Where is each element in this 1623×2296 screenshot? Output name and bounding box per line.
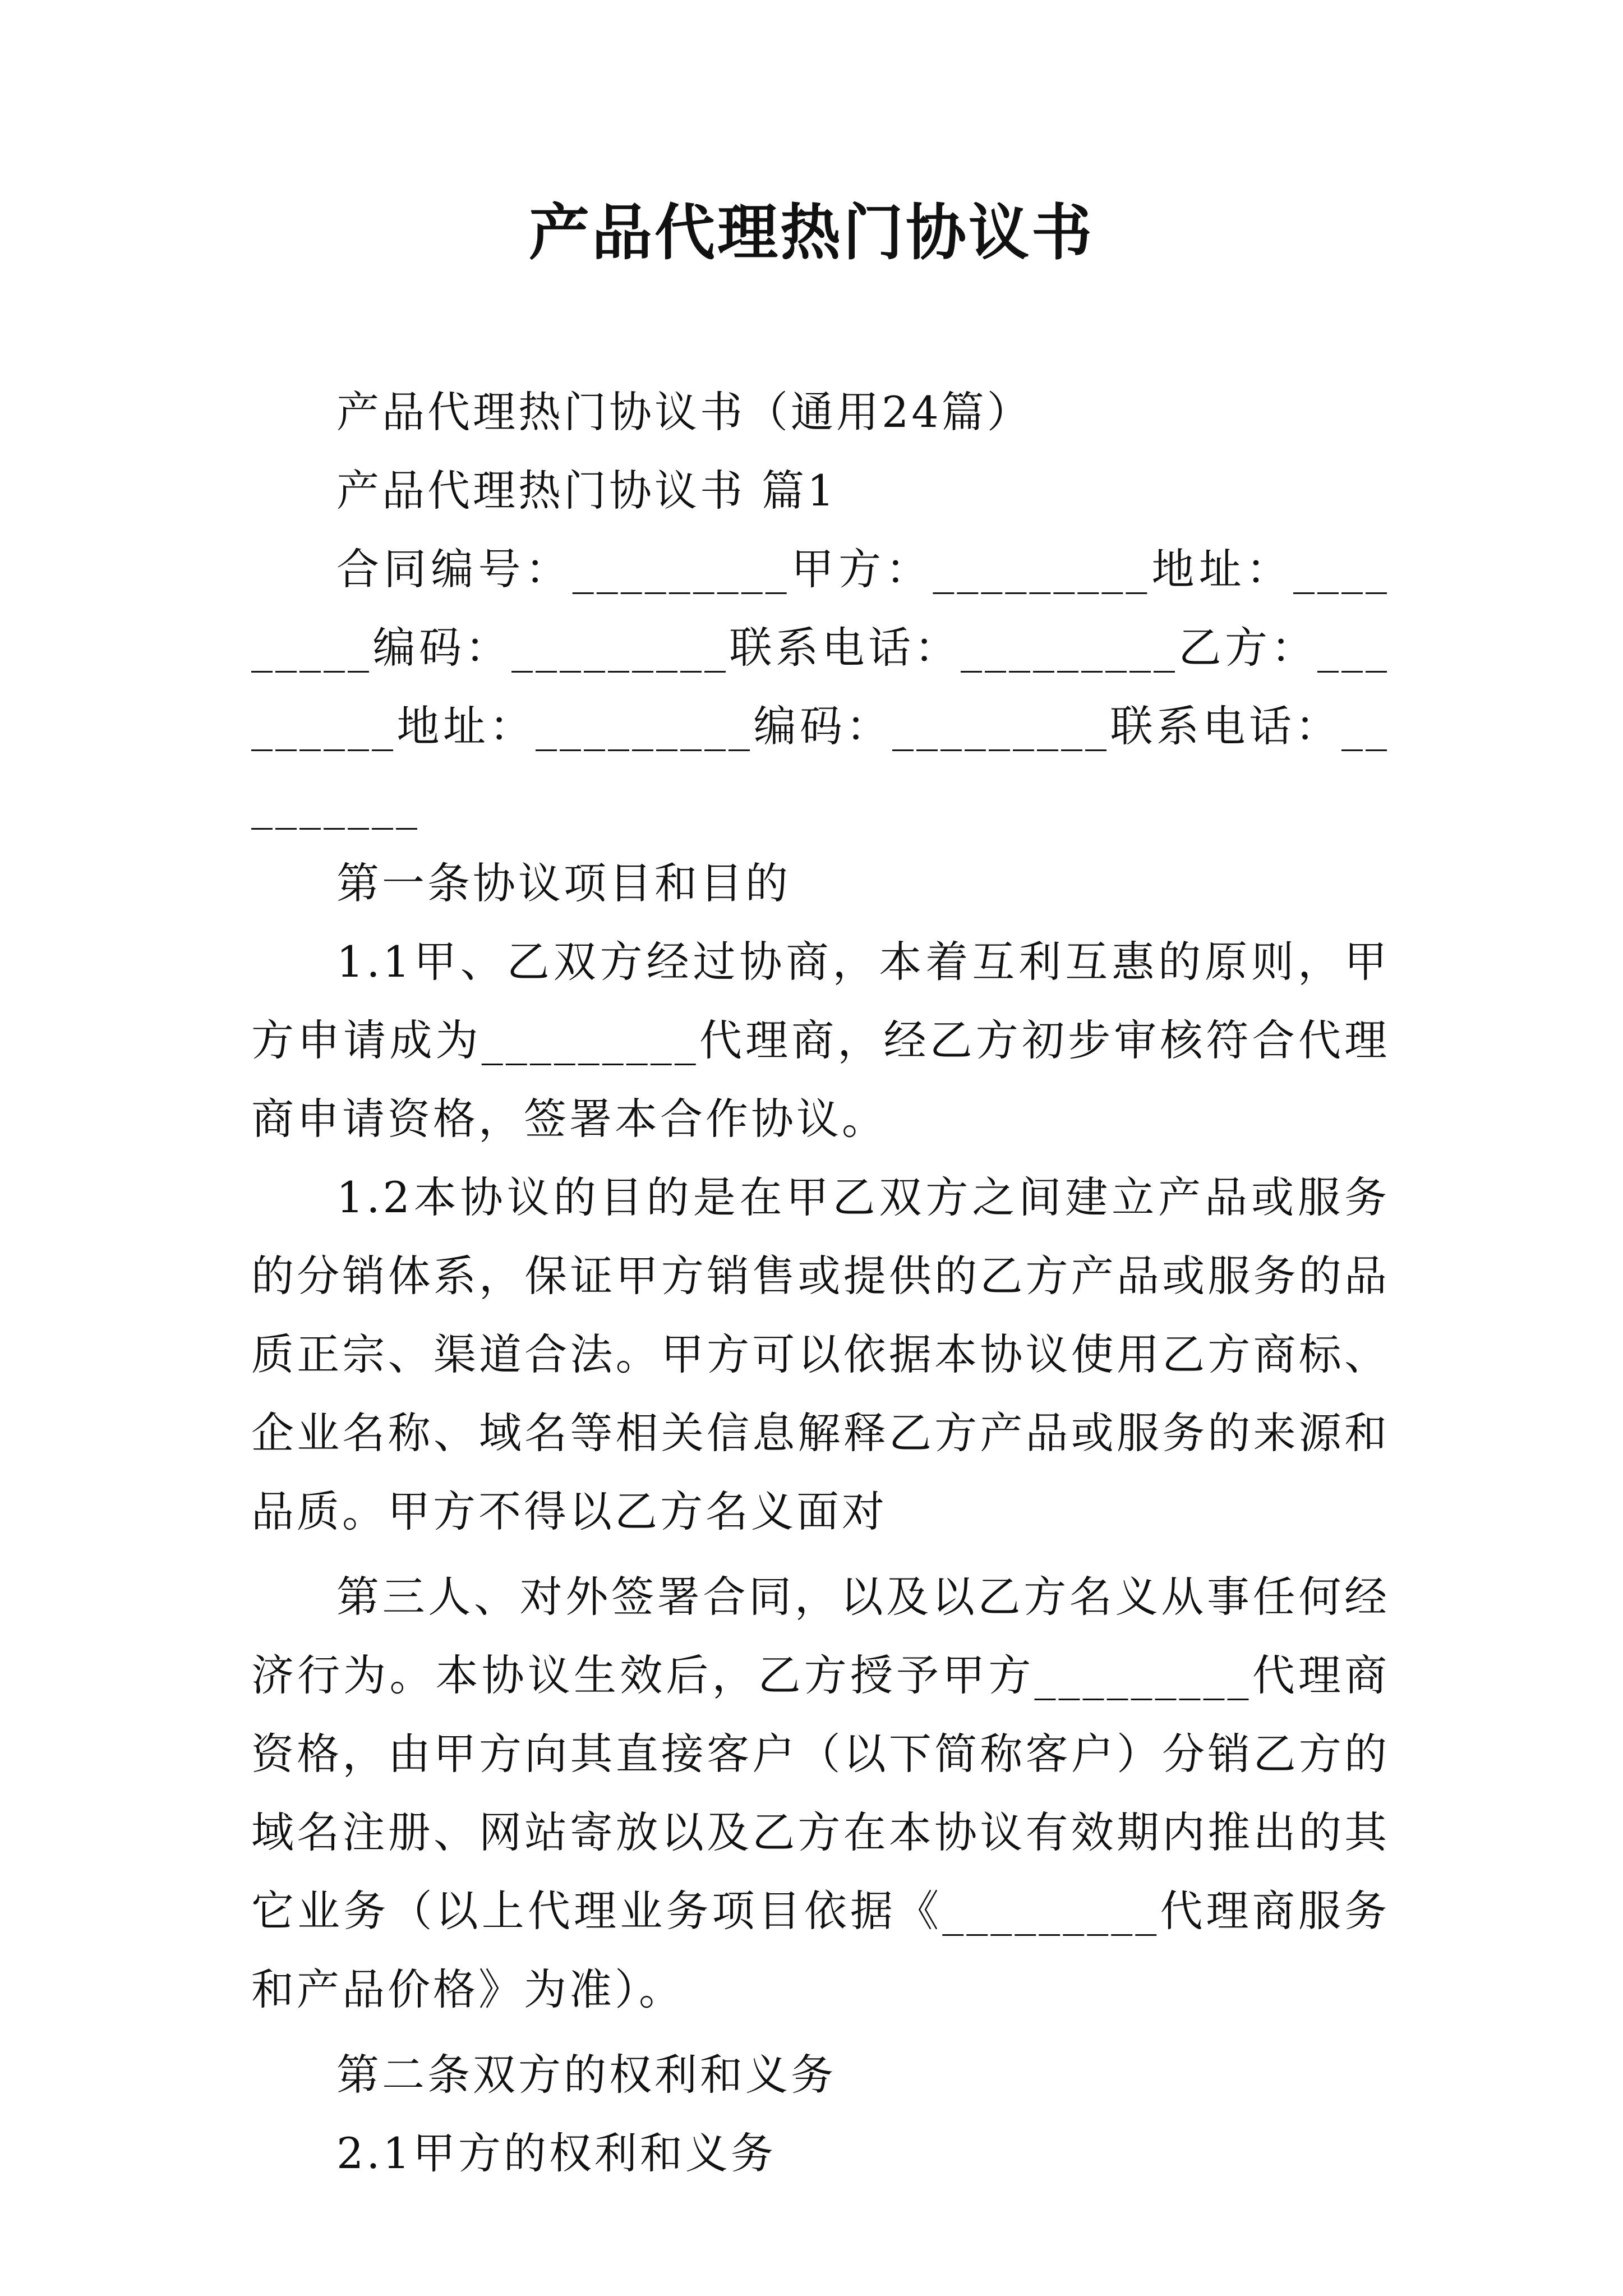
clause-1-2-continued: 第三人、对外签署合同，以及以乙方名义从事任何经济行为。本协议生效后，乙方授予甲方_________代理商资格，由甲方向其直接客户（以下简称客户）分销乙方的域名注册、网站寄放以及乙方在本协议有效期内推出的其它业务（以上代理业务项目依据《_________代理商服务和产品价格》为准）。 — [251, 1572, 1390, 2014]
contract-info-paragraph: 合同编号：_________甲方：_________地址：_________编码：_________联系电话：_________乙方：_________地址：_________编码：_________联系电话：_________ — [251, 544, 1390, 830]
chapter-heading: 产品代理热门协议书 篇1 — [336, 466, 837, 516]
article-2-heading: 第二条双方的权利和义务 — [336, 2050, 836, 2100]
article-1-heading: 第一条协议项目和目的 — [336, 858, 791, 908]
clause-2-1: 2.1甲方的权利和义务 — [336, 2128, 776, 2178]
clause-1-1: 1.1甲、乙双方经过协商，本着互利互惠的原则，甲方申请成为_________代理商，经乙方初步审核符合代理商申请资格，签署本合作协议。 — [251, 937, 1390, 1144]
document-body — [251, 373, 1390, 2193]
clause-1-2: 1.2本协议的目的是在甲乙双方之间建立产品或服务的分销体系，保证甲方销售或提供的乙方产品或服务的品质正宗、渠道合法。甲方可以依据本协议使用乙方商标、企业名称、域名等相关信息解释乙方产品或服务的来源和品质。甲方不得以乙方名义面对 — [251, 1172, 1390, 1536]
subtitle-paragraph: 产品代理热门协议书（通用24篇） — [336, 387, 1032, 437]
document-title: 产品代理热门协议书 — [528, 197, 1094, 268]
